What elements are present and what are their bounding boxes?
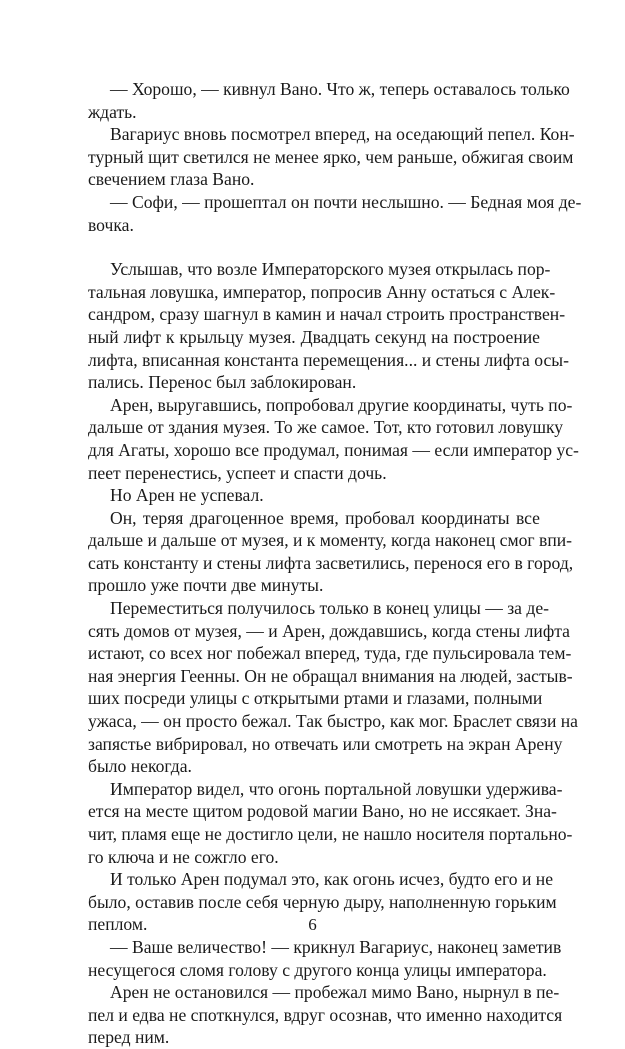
text-line: чит, пламя еще не достигло цели, не нашло носителя портально- [88,824,573,844]
text-line: лифта, вписанная константа перемещения... и стены лифта осы- [88,349,569,370]
text-line: перед ним. [88,1027,170,1048]
paragraph [88,981,563,1049]
text-line: вочка. [88,214,134,235]
text-line: тальная ловушка, император, попросив Анну остаться с Алек- [88,281,556,302]
text-line: свечением глаза Вано. [88,169,255,190]
text-line: ших посреди улицы с открытыми ртами и глазами, полными [88,688,543,709]
text-line: Арен не остановился — пробежал мимо Вано, нырнул в пе- [110,982,560,1003]
text-line: — Ваше величество! — крикнул Вагариус, наконец заметив [110,936,562,957]
text-line: пеет перенестись, успеет и спасти дочь. [88,462,387,483]
text-line: несущегося сломя голову с другого конца улицы императора. [88,959,547,980]
paragraph [88,78,570,123]
text-line: Вагариус вновь посмотрел вперед, на оседающий пепел. Кон- [110,124,575,145]
text-line: — Софи, — прошептал он почти неслышно. — Бедная моя де- [110,191,582,212]
text-line: турный щит светился не менее ярко, чем раньше, обжигая своим [88,146,574,167]
text-line: Арен, выругавшись, попробовал другие координаты, чуть по- [110,394,573,415]
text-line: Он, теряя драгоценное время, пробовал координаты все [110,507,540,528]
text-line: пел и едва не споткнулся, вдруг осознав, что именно находится [88,1004,563,1025]
text-line: Но Арен не успевал. [110,485,264,506]
text-line: сять домов от музея, — и Арен, дождавшись, когда стены лифта [88,620,570,641]
paragraph [88,258,569,394]
paragraph [88,507,574,597]
section-break [88,236,540,258]
paragraph [88,191,582,236]
text-line: дальше и дальше от музея, и к моменту, когда наконец смог впи- [88,530,573,551]
paragraph [88,484,540,507]
text-line: сандром, сразу шагнул в камин и начал строить пространствен- [88,304,566,325]
paragraph [88,778,573,868]
text-line: было, оставив после себя черную дыру, наполненную горьким [88,891,557,912]
text-line: ждать. [88,101,137,122]
text-line: Император видел, что огонь портальной ловушки удержива- [110,778,563,799]
text-line: пеплом. [88,914,148,935]
text-line: пались. Перенос был заблокирован. [88,372,357,393]
text-line: сать константу и стены лифта засветились, перенося его в город, [88,552,574,573]
text-line: ужаса, — он просто бежал. Так быстро, как мог. Браслет связи на [88,711,578,732]
paragraph [88,597,578,778]
body-text [88,78,582,1049]
text-line: го ключа и не сожгло его. [88,846,279,867]
text-line: было некогда. [88,756,192,777]
paragraph [88,936,562,981]
paragraph [88,394,579,484]
paragraph [88,123,575,191]
text-line: для Агаты, хорошо все продумал, понимая — если император ус- [88,439,579,460]
text-line: ется на месте щитом родовой магии Вано, но не иссякает. Зна- [88,801,557,822]
text-line: запястье вибрировал, но отвечать или смотреть на экран Арену [88,733,563,754]
text-line: — Хорошо, — кивнул Вано. Что ж, теперь оставалось только [110,79,570,99]
text-line: И только Арен подумал это, как огонь исчез, будто его и не [110,869,554,890]
text-line: ный лифт к крыльцу музея. Двадцать секунд на построение [88,326,540,347]
text-line: прошло уже почти две минуты. [88,575,324,596]
text-line: истают, со всех ног побежал вперед, туда, где пульсировала тем- [88,643,572,664]
text-line: ная энергия Геенны. Он не обращал внимания на людей, застыв- [88,665,573,686]
page-number: 6 [308,915,317,934]
text-line: Услышав, что возле Императорского музея открылась пор- [110,259,551,280]
text-line: дальше от здания музея. То же самое. Тот, кто готовил ловушку [88,417,564,438]
text-line: Переместиться получилось только в конец улицы — за де- [110,598,549,619]
